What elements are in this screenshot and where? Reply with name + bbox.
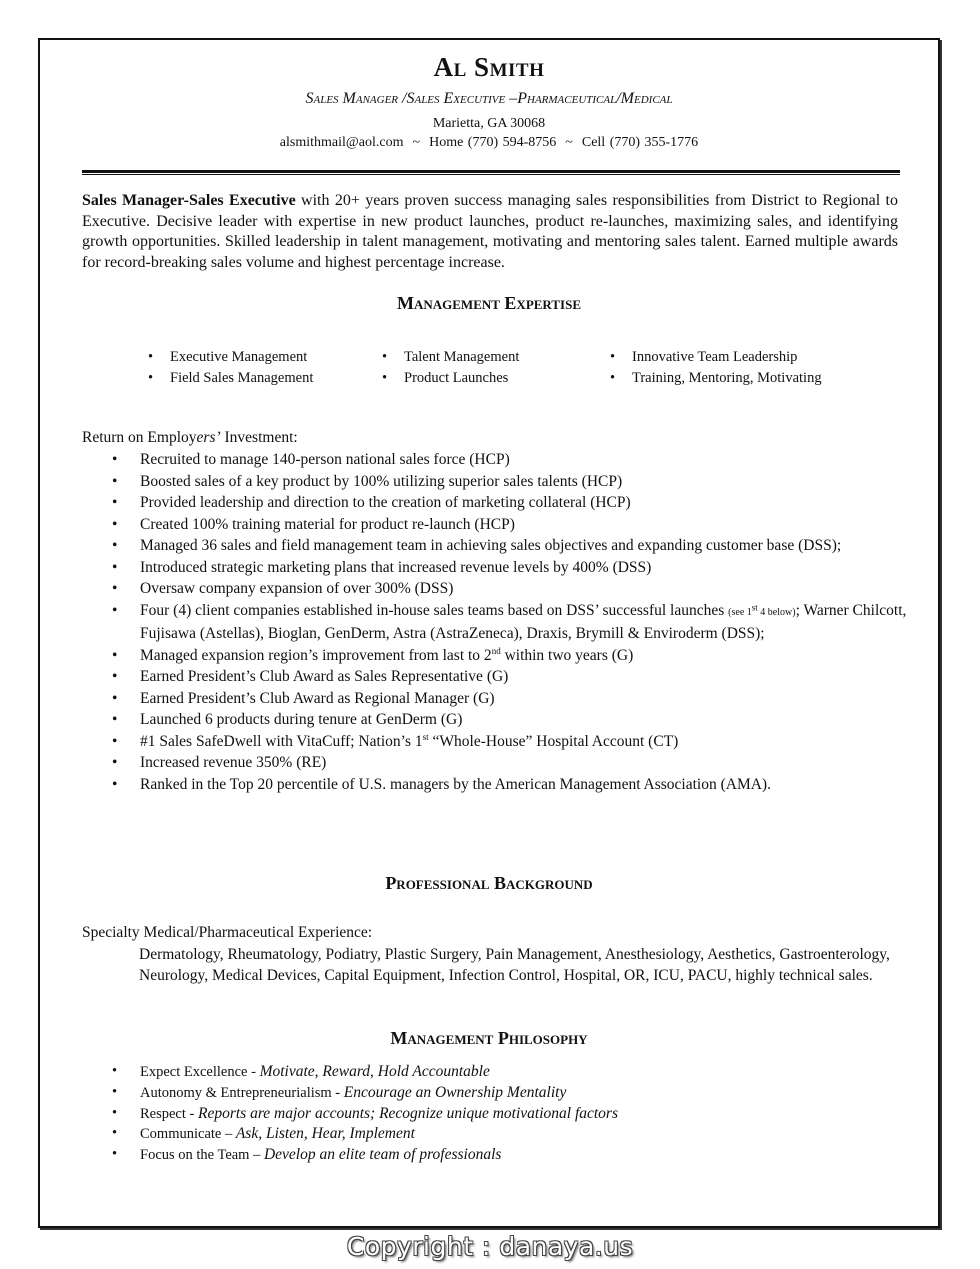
resume-page (38, 38, 940, 1228)
bullet-icon: • (610, 370, 616, 386)
expertise-item: • Training, Mentoring, Motivating (606, 368, 822, 389)
roi-item: • Recruited to manage 140-person national sales force (HCP) (112, 449, 912, 471)
bullet-icon: • (112, 754, 118, 771)
roi-item-safedwell: • #1 Sales SafeDwell with VitaCuff; Nation’s 1st “Whole-House” Hospital Account (CT) (112, 731, 912, 753)
summary-lead: Sales Manager-Sales Executive (82, 192, 296, 209)
philosophy-item: • Respect - Reports are major accounts; Recognize unique motivational factors (112, 1104, 618, 1122)
bullet-icon: • (112, 689, 118, 707)
bullet-icon: • (112, 494, 118, 511)
bullet-icon: • (112, 711, 118, 728)
expertise-column-1 (144, 347, 313, 389)
bullet-icon: • (112, 775, 118, 793)
bullet-icon: • (112, 451, 118, 468)
bullet-icon: • (112, 472, 118, 490)
contact-line (40, 135, 938, 151)
roi-item: • Launched 6 products during tenure at GenDerm (G) (112, 709, 912, 731)
expertise-item: • Product Launches (378, 368, 519, 389)
philosophy-item: • Autonomy & Entrepreneurialism - Encourage an Ownership Mentality (112, 1083, 567, 1101)
cell-phone: Cell (770) 355-1776 (581, 135, 699, 150)
bullet-icon: • (112, 668, 118, 685)
home-phone: Home (770) 594-8756 (429, 135, 557, 150)
summary-text: with 20+ years proven success managing sales responsibilities from District to Regional to Executive. Decisive leader with expertise in new product launches, product re-launches, maximizing sales, and identifying growth opportunities. Skilled leadership in talent management, motivating and mentoring sales talent. Earned multiple awards for record-breaking sales volume and highest percentage increase. (82, 192, 899, 271)
roi-item: • Provided leadership and direction to the creation of marketing collateral (HCP) (112, 492, 912, 514)
bullet-icon: • (148, 349, 154, 365)
bullet-icon: • (148, 370, 154, 386)
section-heading-management-philosophy: Management Philosophy (390, 1028, 588, 1048)
roi-item: • Introduced strategic marketing plans that increased revenue levels by 400% (DSS) (112, 557, 912, 579)
bullet-icon: • (112, 646, 118, 664)
philosophy-item: • Communicate – Ask, Listen, Hear, Implement (112, 1125, 415, 1143)
specialty-label: Specialty Medical/Pharmaceutical Experience: (82, 924, 373, 941)
philosophy-item: • Expect Excellence - Motivate, Reward, Hold Accountable (112, 1063, 490, 1080)
roi-item: • Earned President’s Club Award as Regional Manager (G) (112, 688, 912, 710)
bullet-icon: • (112, 537, 118, 554)
candidate-title: Sales Manager /Sales Executive –Pharmaceutical/Medical (305, 90, 673, 107)
roi-item: • Ranked in the Top 20 percentile of U.S. managers by the American Management Association (AMA). (112, 774, 912, 796)
candidate-name: Al Smith (433, 52, 545, 82)
separator: ~ (412, 135, 421, 150)
expertise-item: • Talent Management (378, 347, 519, 368)
separator: ~ (565, 135, 573, 150)
expertise-item: • Innovative Team Leadership (606, 347, 822, 368)
bullet-icon: • (382, 370, 388, 386)
bullet-icon: • (112, 558, 118, 576)
summary-paragraph (82, 191, 898, 273)
roi-item-client-companies: • Four (4) client companies established in-house sales teams based on DSS’ successful launches (see 1st 4 below); Warner Chilcott, Fujisawa (Astellas), Bioglan, GenDerm, Astra (AstraZeneca), Draxis, Brymill & Enviroderm (DSS); (112, 601, 907, 642)
bullet-icon: • (112, 1125, 118, 1142)
bullet-icon: • (112, 732, 118, 750)
bullet-icon: • (112, 1063, 118, 1079)
roi-item: • Increased revenue 350% (RE) (112, 752, 912, 774)
roi-label: Return on Employers’ Investment: (82, 429, 298, 446)
roi-list (112, 449, 912, 795)
bullet-icon: • (112, 1083, 118, 1100)
bullet-icon: • (112, 580, 118, 597)
specialty-list: Dermatology, Rheumatology, Podiatry, Plastic Surgery, Pain Management, Anesthesiology, Aesthetics, Gastroenterology, Neurology, Medical Devices, Capital Equipment, Infection Control, Hospital, OR, ICU, PACU, highly technical sales. (139, 946, 890, 984)
bullet-icon: • (112, 1104, 118, 1121)
section-heading-professional-background: Professional Background (385, 873, 593, 893)
footnote-note: (see 1st 4 below) (728, 602, 796, 618)
bullet-icon: • (112, 1146, 118, 1163)
header-divider (82, 170, 900, 175)
address: Marietta, GA 30068 (432, 116, 546, 131)
expertise-column-2 (378, 347, 519, 389)
roi-item: • Earned President’s Club Award as Sales Representative (G) (112, 666, 912, 688)
expertise-item: • Field Sales Management (144, 368, 313, 389)
bullet-icon: • (112, 601, 118, 619)
expertise-item: • Executive Management (144, 347, 313, 368)
bullet-icon: • (610, 349, 616, 365)
copyright-watermark: Copyright : danaya.us (346, 1232, 634, 1261)
section-heading-management-expertise: Management Expertise (396, 293, 581, 313)
expertise-column-3 (606, 347, 822, 389)
philosophy-list (112, 1062, 618, 1166)
email-link[interactable]: alsmithmail@aol.com (279, 135, 404, 150)
bullet-icon: • (382, 349, 388, 365)
roi-item: • Managed 36 sales and field management team in achieving sales objectives and expanding customer base (DSS); (112, 535, 912, 557)
philosophy-item: • Focus on the Team – Develop an elite team of professionals (112, 1146, 502, 1164)
bullet-icon: • (112, 515, 118, 533)
roi-item-region: • Managed expansion region’s improvement from last to 2nd within two years (G) (112, 645, 912, 667)
roi-item: • Created 100% training material for product re-launch (HCP) (112, 514, 912, 536)
roi-item: • Boosted sales of a key product by 100% utilizing superior sales talents (HCP) (112, 471, 912, 493)
roi-item: • Oversaw company expansion of over 300% (DSS) (112, 578, 912, 600)
